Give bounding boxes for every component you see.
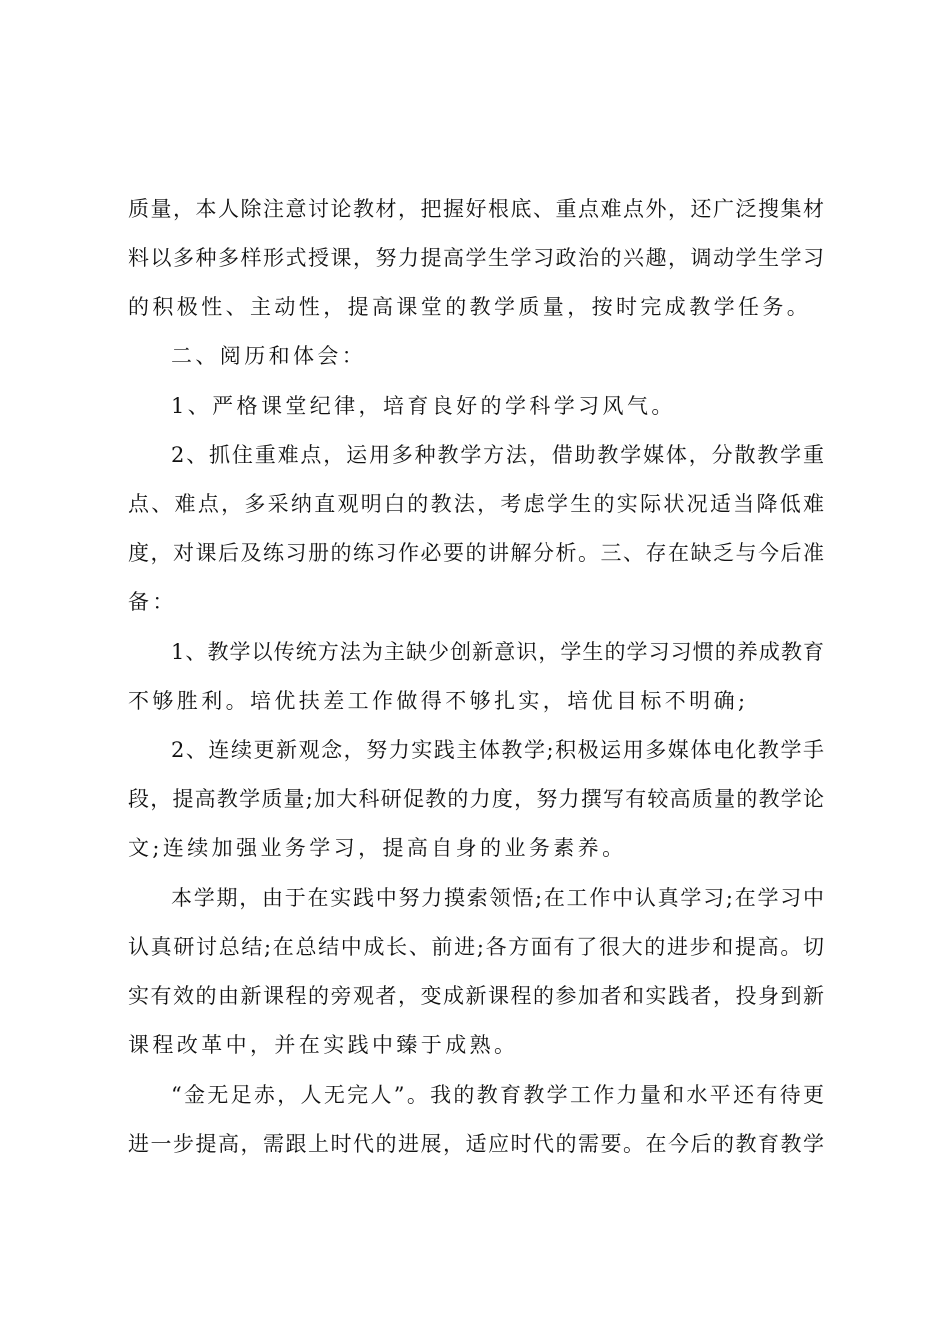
text-line: 认真研讨总结;在总结中成长、前进;各方面有了很大的进步和提高。切 [128,935,824,959]
text-line: 1、严格课堂纪律，培育良好的学科学习风气。 [171,394,676,418]
text-line: 料以多种多样形式授课，努力提高学生学习政治的兴趣，调动学生学习 [128,246,824,270]
text-line: 2、抓住重难点，运用多种教学方法，借助教学媒体，分散教学重 [171,443,824,467]
text-line: 进一步提高，需跟上时代的进展，适应时代的需要。在今后的教育教学 [128,1132,824,1156]
text-line: 备： [128,590,177,614]
text-line: 段，提高教学质量;加大科研促教的力度，努力撰写有较高质量的教学论 [128,787,824,811]
text-line: 度，对课后及练习册的练习作必要的讲解分析。三、存在缺乏与今后准 [128,541,824,565]
text-line: 文;连续加强业务学习，提高自身的业务素养。 [128,836,627,860]
text-line: 2、连续更新观念，努力实践主体教学;积极运用多媒体电化教学手 [171,738,824,762]
text-line: 质量，本人除注意讨论教材，把握好根底、重点难点外，还广泛搜集材 [128,197,824,221]
text-line: 点、难点，多采纳直观明白的教法，考虑学生的实际状况适当降低难 [128,492,824,516]
section-heading: 二、阅历和体会： [171,344,367,368]
text-line: 本学期，由于在实践中努力摸索领悟;在工作中认真学习;在学习中 [171,886,824,910]
text-line: 课程改革中，并在实践中臻于成熟。 [128,1033,519,1057]
text-line: 1、教学以传统方法为主缺少创新意识，学生的学习习惯的养成教育 [171,640,824,664]
text-line: 实有效的由新课程的旁观者，变成新课程的参加者和实践者，投身到新 [128,984,824,1008]
text-line: “金无足赤，人无完人”。我的教育教学工作力量和水平还有待更 [171,1083,824,1107]
text-line: 的积极性、主动性，提高课堂的教学质量，按时完成教学任务。 [128,295,812,319]
text-line: 不够胜利。培优扶差工作做得不够扎实，培优目标不明确; [128,689,749,713]
